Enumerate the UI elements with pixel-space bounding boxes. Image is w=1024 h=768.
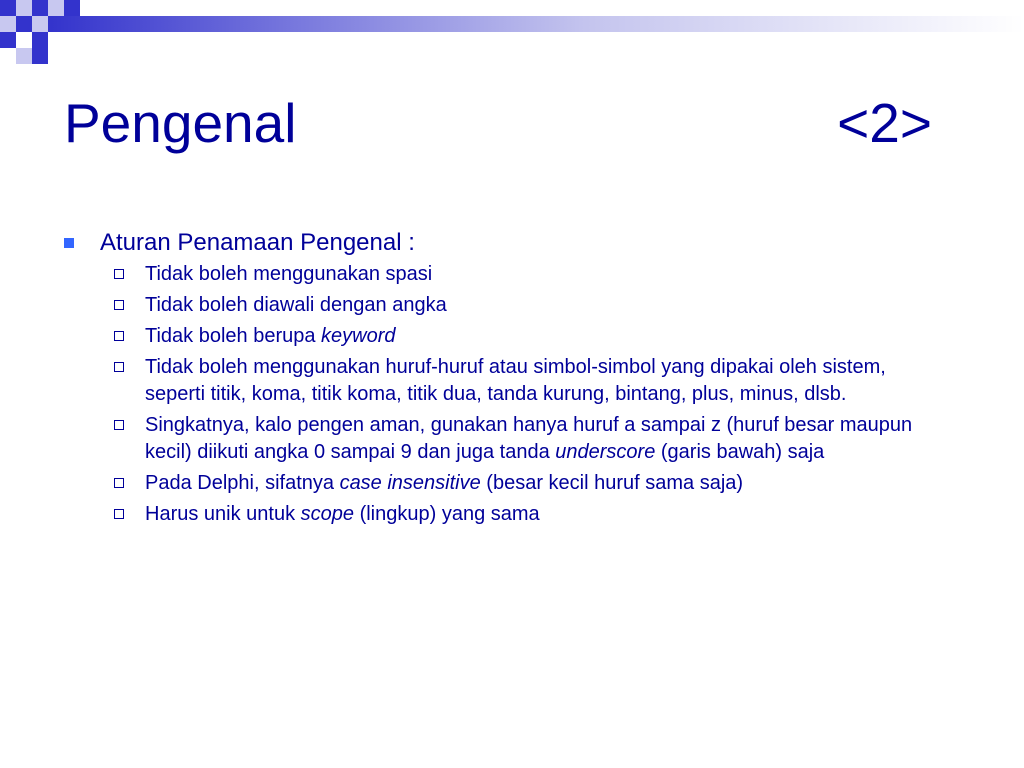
sub-bullet-item — [114, 323, 964, 350]
slide-title: Pengenal — [64, 92, 297, 154]
text-segment: (lingkup) yang sama — [354, 503, 540, 525]
header-gradient-bar — [48, 16, 1024, 32]
sub-bullet-text — [145, 354, 935, 408]
bullet-heading-text: Aturan Penamaan Pengenal : — [100, 229, 415, 256]
text-segment: (garis bawah) saja — [655, 441, 825, 463]
text-segment: (besar kecil huruf sama saja) — [480, 472, 744, 494]
deco-square — [0, 16, 16, 32]
sub-bullet-text — [145, 323, 935, 350]
sub-bullet-item — [114, 261, 964, 288]
deco-square — [32, 32, 48, 48]
sub-bullet-text — [145, 501, 935, 528]
italic-term: underscore — [555, 441, 656, 463]
deco-square — [64, 0, 80, 16]
text-segment: Singkatnya, kalo pengen aman, gunakan hanya huruf a sampai z (huruf besar maupun kecil) diikuti angka 0 sampai 9 dan juga tanda — [145, 414, 913, 463]
deco-square — [32, 0, 48, 16]
deco-square — [0, 0, 16, 16]
bullet-heading — [64, 227, 964, 259]
sub-bullet-item — [114, 354, 964, 408]
sub-bullet-text — [145, 292, 935, 319]
italic-term: case insensitive — [339, 472, 481, 494]
text-segment: Harus unik untuk — [145, 503, 301, 525]
deco-square — [16, 48, 32, 64]
sub-bullet-text — [145, 470, 935, 497]
text-segment: Tidak boleh menggunakan spasi — [145, 263, 433, 285]
text-segment: Tidak boleh menggunakan huruf-huruf atau simbol-simbol yang dipakai oleh sistem, seperti titik, koma, titik koma, titik dua, tanda kurung, bintang, plus, minus, dlsb. — [145, 356, 886, 405]
text-segment: Pada Delphi, sifatnya — [145, 472, 340, 494]
slide-content — [64, 227, 964, 532]
text-segment: Tidak boleh diawali dengan angka — [145, 294, 447, 316]
deco-square — [0, 32, 16, 48]
sub-bullet-item — [114, 412, 964, 466]
deco-square — [48, 0, 64, 16]
sub-bullet-list — [64, 261, 964, 528]
deco-square — [16, 0, 32, 16]
sub-bullet-text — [145, 412, 935, 466]
text-segment: Tidak boleh berupa — [145, 325, 322, 347]
deco-square — [32, 48, 48, 64]
sub-bullet-item — [114, 501, 964, 528]
deco-square — [16, 16, 32, 32]
italic-term: keyword — [321, 325, 396, 347]
slide-number: <2> — [837, 92, 932, 154]
sub-bullet-text — [145, 261, 935, 288]
sub-bullet-item — [114, 470, 964, 497]
deco-square — [32, 16, 48, 32]
sub-bullet-item — [114, 292, 964, 319]
italic-term: scope — [300, 503, 355, 525]
